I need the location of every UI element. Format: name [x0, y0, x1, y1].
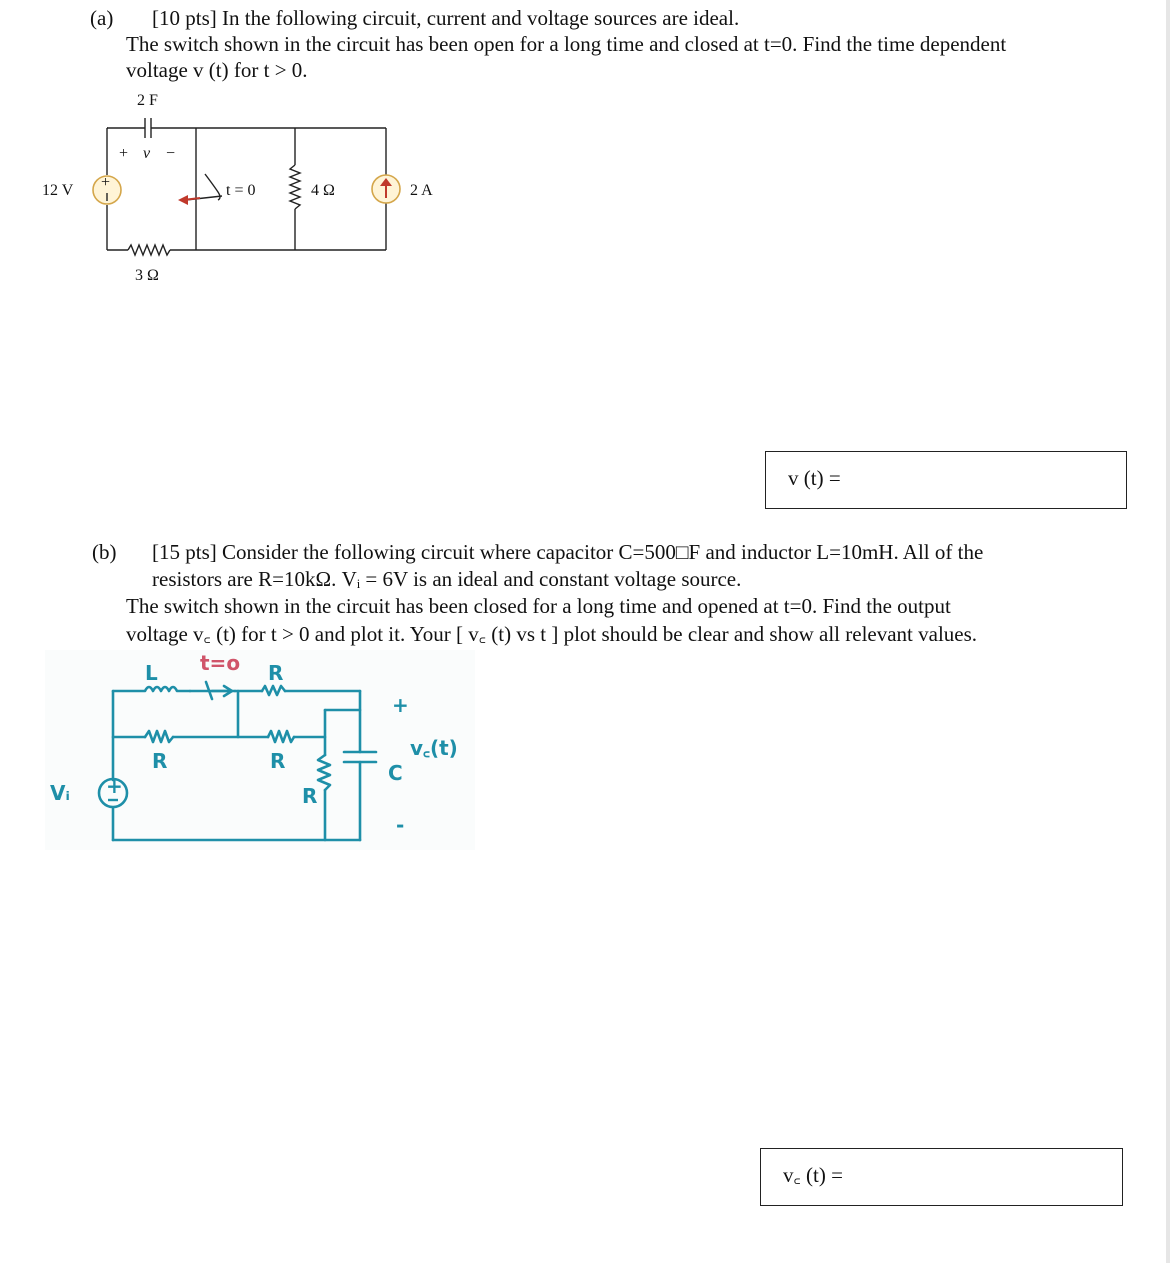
part-a-text-2: The switch shown in the circuit has been open for a long time and closed at t=0. Find the time dependent — [126, 32, 1007, 56]
part-b-text-1: [15 pts] Consider the following circuit where capacitor C=500□F and inductor L=10mH. All of the — [152, 540, 984, 564]
svg-text:+: + — [119, 145, 129, 162]
answer-box-b[interactable] — [760, 1148, 1123, 1206]
sketch-vc-label: v꜀(t) — [410, 736, 458, 760]
part-a-label: (a) — [90, 6, 114, 30]
part-a-text-1: [10 pts] In the following circuit, current and voltage sources are ideal. — [152, 6, 740, 30]
svg-text:R: R — [152, 749, 168, 773]
sketch-vi-label: Vᵢ — [50, 781, 70, 805]
svg-text:R: R — [268, 661, 284, 685]
resistor-3-label: 3 Ω — [135, 267, 159, 284]
sketch-switch-label: t=o — [200, 651, 241, 675]
svg-text:−: − — [166, 145, 176, 162]
answer-a-label: v (t) = — [788, 466, 841, 490]
part-b-label: (b) — [92, 540, 117, 564]
svg-text:+: + — [101, 174, 111, 191]
part-b-text-2: resistors are R=10kΩ. Vᵢ = 6V is an ideal and constant voltage source. — [152, 567, 742, 591]
svg-text:R: R — [270, 749, 286, 773]
svg-text:-: - — [396, 813, 405, 837]
sketch-L-label: L — [145, 661, 158, 685]
svg-text:v: v — [143, 145, 151, 162]
part-a-text-3: voltage v (t) for t > 0. — [126, 58, 308, 82]
switch-label: t = 0 — [226, 182, 256, 199]
svg-text:+: + — [392, 693, 409, 717]
part-b-text-4: voltage v꜀ (t) for t > 0 and plot it. Your [ v꜀ (t) vs t ] plot should be clear and show all relevant values. — [126, 622, 978, 646]
answer-b-label: v꜀ (t) = — [783, 1163, 843, 1187]
capacitor-label: 2 F — [137, 92, 158, 109]
current-source-label: 2 A — [410, 182, 433, 199]
svg-text:+: + — [106, 774, 123, 798]
resistor-4-label: 4 Ω — [311, 182, 335, 199]
svg-text:C: C — [388, 761, 403, 785]
part-b-text-3: The switch shown in the circuit has been closed for a long time and opened at t=0. Find the output — [126, 594, 951, 618]
voltage-source-label: 12 V — [42, 182, 74, 199]
svg-text:R: R — [302, 784, 318, 808]
